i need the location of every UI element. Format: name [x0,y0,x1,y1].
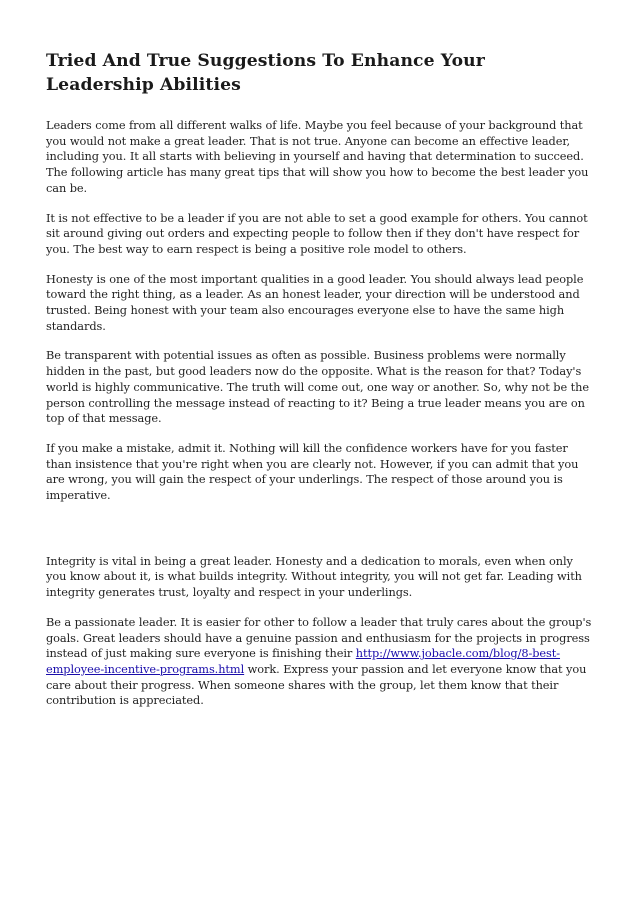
passion-text-end: work. Express your passion and let everyone know that you care about their progress. When someone shares with the group, let them know that their contribution is appreciated. [46,661,587,708]
paragraph-example: It is not effective to be a leader if you are not able to set a good example for others. You cannot sit around giving out orders and expecting people to follow then if they don't have respect for you. The best way to earn respect is being a positive role model to others. [46,210,588,256]
paragraph-transparency: Be transparent with potential issues as often as possible. Business problems were normally hidden in the past, but good leaders now do the opposite. What is the reason for that? Today's world is highly communicative. The truth will come out, one way or another. So, why not be the person controlling the message instead of reacting to it? Being a true leader means you are on top of that message. [46,348,589,426]
article-title: Tried And True Suggestions To Enhance Your Leadership Abilities [46,51,485,95]
paragraph-honesty: Honesty is one of the most important qualities in a good leader. You should always lead people toward the right thing, as a leader. As an honest leader, your direction will be understood and trusted. Being honest with your team also encourages everyone else to have the same high standards. [46,271,584,333]
passion-text-start: Be a passionate leader. It is easier for other to follow a leader that truly cares about the group's goals. Great leaders should have a genuine passion and enthusiasm for the projects in progress instead of just making sure everyone is finishing their [46,614,592,661]
paragraph-mistakes: If you make a mistake, admit it. Nothing will kill the confidence workers have for you faster than insistence that you're right when you are clearly not. However, if you can admit that you are wrong, you will gain the respect of your underlings. The respect of those around you is imperative. [46,440,579,503]
document-page [46,49,596,723]
paragraph-passion [46,615,596,709]
incentive-programs-link[interactable]: http://www.jobacle.com/blog/8-best-employee-incentive-programs.html [46,646,561,676]
paragraph-intro: Leaders come from all different walks of life. Maybe you feel because of your background that you would not make a great leader. That is not true. Anyone can become an effective leader, including you. It all starts with believing in yourself and having that determination to succeed. The following article has many great tips that will show you how to become the best leader you can be. [46,118,589,195]
paragraph-integrity: Integrity is vital in being a great leader. Honesty and a dedication to morals, even when only you know about it, is what builds integrity. Without integrity, you will not get far. Leading with integrity generates trust, loyalty and respect in your underlings. [46,553,582,600]
